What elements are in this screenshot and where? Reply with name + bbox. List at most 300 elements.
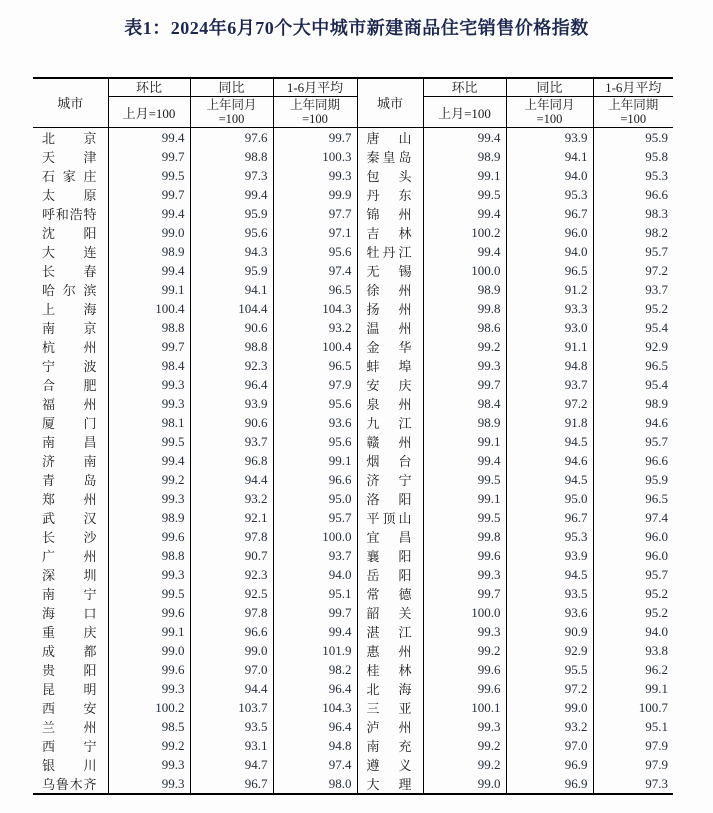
mom-value-cell: 99.6: [423, 679, 506, 698]
yoy-value-cell: 95.9: [190, 261, 273, 280]
mom-value-cell: 100.0: [423, 603, 506, 622]
city-name-cell: [357, 584, 423, 603]
mom-value-cell: 99.0: [108, 641, 190, 660]
city-name: 宜 昌: [366, 530, 412, 545]
yoy-value-cell: 94.5: [506, 565, 593, 584]
city-name-cell: [357, 527, 423, 546]
city-name-cell: [33, 603, 108, 622]
city-name-cell: [357, 261, 423, 280]
city-name-cell: [357, 698, 423, 717]
mom-value-cell: 99.2: [423, 755, 506, 774]
city-name: 南 充: [366, 739, 412, 754]
table-row: [33, 261, 673, 280]
mom-value-cell: 100.2: [108, 698, 190, 717]
table-row: [33, 166, 673, 185]
yoy-value-cell: 97.3: [190, 166, 273, 185]
yoy-value-cell: 93.7: [190, 432, 273, 451]
city-name-cell: [357, 394, 423, 413]
avg-value-cell: 99.7: [273, 128, 357, 148]
city-name: 岳 阳: [366, 568, 412, 583]
avg-value-cell: 93.2: [273, 318, 357, 337]
city-name: 烟 台: [366, 454, 412, 469]
table-body: [33, 128, 673, 795]
avg-value-cell: 96.6: [593, 451, 673, 470]
yoy-value-cell: 96.7: [190, 774, 273, 794]
city-name-cell: [33, 698, 108, 717]
table-row: [33, 755, 673, 774]
mom-value-cell: 99.2: [423, 337, 506, 356]
yoy-value-cell: 92.9: [506, 641, 593, 660]
city-name: 牡 丹 江: [366, 245, 412, 260]
yoy-value-cell: 93.0: [506, 318, 593, 337]
city-name-cell: [357, 508, 423, 527]
yoy-value-cell: 93.2: [506, 717, 593, 736]
mom-value-cell: 99.3: [108, 375, 190, 394]
city-name: 锦 州: [366, 207, 412, 222]
yoy-value-cell: 93.1: [190, 736, 273, 755]
city-name: 惠 州: [366, 644, 412, 659]
header-yoy-base-right: [506, 97, 593, 128]
header-city-right: 城市: [357, 78, 423, 128]
table-row: [33, 185, 673, 204]
avg-value-cell: 96.4: [273, 679, 357, 698]
yoy-value-cell: 95.3: [506, 185, 593, 204]
table-row: [33, 375, 673, 394]
yoy-value-cell: 93.9: [190, 394, 273, 413]
mom-value-cell: 98.4: [423, 394, 506, 413]
avg-value-cell: 98.9: [593, 394, 673, 413]
avg-value-cell: 98.0: [273, 774, 357, 794]
avg-value-cell: 93.7: [593, 280, 673, 299]
mom-value-cell: 99.5: [108, 584, 190, 603]
avg-value-cell: 99.4: [273, 622, 357, 641]
mom-value-cell: 99.3: [108, 755, 190, 774]
mom-value-cell: 98.9: [423, 147, 506, 166]
table-row: [33, 223, 673, 242]
page-title: 表1：2024年6月70个大中城市新建商品住宅销售价格指数: [124, 18, 589, 38]
yoy-value-cell: 90.9: [506, 622, 593, 641]
city-name-cell: [357, 451, 423, 470]
mom-value-cell: 99.5: [423, 508, 506, 527]
header-avg-base-line1: 上年同期: [289, 98, 340, 112]
avg-value-cell: 95.4: [593, 375, 673, 394]
city-name-cell: [33, 337, 108, 356]
mom-value-cell: 98.6: [423, 318, 506, 337]
yoy-value-cell: 90.7: [190, 546, 273, 565]
city-name: 九 江: [366, 416, 412, 431]
city-name-cell: [33, 432, 108, 451]
yoy-value-cell: 98.8: [190, 147, 273, 166]
yoy-value-cell: 95.9: [190, 204, 273, 223]
city-name-cell: [33, 489, 108, 508]
avg-value-cell: 94.8: [273, 736, 357, 755]
yoy-value-cell: 96.9: [506, 774, 593, 794]
avg-value-cell: 99.1: [273, 451, 357, 470]
table-header: [33, 78, 673, 128]
city-name: 杭 州: [42, 340, 97, 355]
city-name: 南 宁: [42, 587, 97, 602]
city-name-cell: [357, 413, 423, 432]
yoy-value-cell: 94.6: [506, 451, 593, 470]
mom-value-cell: 99.4: [423, 242, 506, 261]
table-row: [33, 565, 673, 584]
avg-value-cell: 99.3: [273, 166, 357, 185]
avg-value-cell: 95.0: [273, 489, 357, 508]
mom-value-cell: 98.5: [108, 717, 190, 736]
mom-value-cell: 99.1: [108, 280, 190, 299]
city-name-cell: [33, 546, 108, 565]
city-name-cell: [33, 413, 108, 432]
mom-value-cell: 99.6: [108, 660, 190, 679]
header-yoy-base-line1: 上年同月: [524, 98, 575, 112]
city-name-cell: [33, 375, 108, 394]
city-name: 乌 鲁 木 齐: [42, 777, 97, 792]
header-avg-left: 1-6月平均: [273, 78, 357, 97]
mom-value-cell: 99.8: [423, 299, 506, 318]
avg-value-cell: 104.3: [273, 698, 357, 717]
city-name-cell: [33, 185, 108, 204]
city-name: 徐 州: [366, 283, 412, 298]
avg-value-cell: 95.3: [593, 166, 673, 185]
mom-value-cell: 99.0: [108, 223, 190, 242]
city-name-cell: [33, 166, 108, 185]
city-name-cell: [33, 717, 108, 736]
city-name-cell: [33, 356, 108, 375]
mom-value-cell: 99.3: [423, 717, 506, 736]
city-name-cell: [33, 508, 108, 527]
city-name-cell: [357, 660, 423, 679]
header-yoy-base-line1: 上年同月: [206, 98, 257, 112]
city-name: 北 京: [42, 131, 97, 146]
table-row: [33, 280, 673, 299]
avg-value-cell: 95.2: [593, 299, 673, 318]
yoy-value-cell: 92.5: [190, 584, 273, 603]
mom-value-cell: 99.8: [423, 527, 506, 546]
city-name-cell: [357, 489, 423, 508]
city-name: 洛 阳: [366, 492, 412, 507]
avg-value-cell: 94.6: [593, 413, 673, 432]
city-name: 西 宁: [42, 739, 97, 754]
table-row: [33, 774, 673, 794]
yoy-value-cell: 95.0: [506, 489, 593, 508]
mom-value-cell: 99.3: [423, 356, 506, 375]
yoy-value-cell: 93.7: [506, 375, 593, 394]
mom-value-cell: 99.3: [423, 565, 506, 584]
city-name: 郑 州: [42, 492, 97, 507]
mom-value-cell: 99.7: [423, 584, 506, 603]
city-name-cell: [33, 470, 108, 489]
avg-value-cell: 100.3: [273, 147, 357, 166]
city-name: 三 亚: [366, 701, 412, 716]
table-row: [33, 413, 673, 432]
yoy-value-cell: 94.0: [506, 166, 593, 185]
yoy-value-cell: 95.3: [506, 527, 593, 546]
yoy-value-cell: 95.5: [506, 660, 593, 679]
avg-value-cell: 99.1: [593, 679, 673, 698]
header-yoy-base-line2: =100: [536, 112, 563, 126]
yoy-value-cell: 94.8: [506, 356, 593, 375]
city-name: 深 圳: [42, 568, 97, 583]
avg-value-cell: 95.9: [593, 128, 673, 148]
city-name-cell: [357, 204, 423, 223]
city-name-cell: [33, 204, 108, 223]
avg-value-cell: 95.8: [593, 147, 673, 166]
yoy-value-cell: 96.5: [506, 261, 593, 280]
yoy-value-cell: 94.5: [506, 470, 593, 489]
city-name: 大 理: [366, 777, 412, 792]
table-row: [33, 546, 673, 565]
avg-value-cell: 97.9: [593, 755, 673, 774]
table-row: [33, 584, 673, 603]
city-name-cell: [357, 603, 423, 622]
avg-value-cell: 97.4: [273, 755, 357, 774]
city-name: 石 家 庄: [42, 169, 97, 184]
table-row: [33, 603, 673, 622]
avg-value-cell: 97.9: [593, 736, 673, 755]
city-name-cell: [357, 280, 423, 299]
mom-value-cell: 100.0: [423, 261, 506, 280]
yoy-value-cell: 99.4: [190, 185, 273, 204]
mom-value-cell: 99.4: [108, 128, 190, 148]
city-name-cell: [33, 242, 108, 261]
table-row: [33, 337, 673, 356]
city-name: 常 德: [366, 587, 412, 602]
mom-value-cell: 99.4: [108, 261, 190, 280]
city-name: 湛 江: [366, 625, 412, 640]
city-name: 南 京: [42, 321, 97, 336]
avg-value-cell: 96.6: [593, 185, 673, 204]
mom-value-cell: 99.4: [423, 204, 506, 223]
city-name-cell: [33, 261, 108, 280]
mom-value-cell: 99.7: [108, 337, 190, 356]
mom-value-cell: 98.9: [108, 242, 190, 261]
yoy-value-cell: 96.8: [190, 451, 273, 470]
avg-value-cell: 97.4: [273, 261, 357, 280]
avg-value-cell: 95.7: [593, 565, 673, 584]
city-name: 厦 门: [42, 416, 97, 431]
yoy-value-cell: 96.4: [190, 375, 273, 394]
mom-value-cell: 98.9: [423, 413, 506, 432]
avg-value-cell: 93.8: [593, 641, 673, 660]
mom-value-cell: 99.6: [423, 660, 506, 679]
yoy-value-cell: 97.8: [190, 603, 273, 622]
city-name: 无 锡: [366, 264, 412, 279]
avg-value-cell: 97.4: [593, 508, 673, 527]
avg-value-cell: 94.0: [593, 622, 673, 641]
table-row: [33, 641, 673, 660]
city-name: 福 州: [42, 397, 97, 412]
yoy-value-cell: 92.3: [190, 356, 273, 375]
mom-value-cell: 99.2: [108, 470, 190, 489]
header-yoy-right: 同比: [506, 78, 593, 97]
avg-value-cell: 99.7: [273, 603, 357, 622]
city-name-cell: [33, 527, 108, 546]
table-row: [33, 147, 673, 166]
city-name: 成 都: [42, 644, 97, 659]
city-name: 天 津: [42, 150, 97, 165]
city-name: 上 海: [42, 302, 97, 317]
yoy-value-cell: 98.8: [190, 337, 273, 356]
mom-value-cell: 99.1: [423, 432, 506, 451]
yoy-value-cell: 96.0: [506, 223, 593, 242]
city-name-cell: [33, 565, 108, 584]
city-name: 包 头: [366, 169, 412, 184]
city-name: 桂 林: [366, 663, 412, 678]
avg-value-cell: 95.7: [273, 508, 357, 527]
mom-value-cell: 99.3: [108, 565, 190, 584]
city-name-cell: [357, 128, 423, 148]
city-name-cell: [357, 375, 423, 394]
city-name-cell: [357, 185, 423, 204]
yoy-value-cell: 93.9: [506, 546, 593, 565]
table-row: [33, 394, 673, 413]
city-name: 扬 州: [366, 302, 412, 317]
city-name: 蚌 埠: [366, 359, 412, 374]
mom-value-cell: 100.4: [108, 299, 190, 318]
header-avg-base-line2: =100: [302, 112, 328, 126]
mom-value-cell: 99.5: [108, 432, 190, 451]
city-name: 呼 和 浩 特: [42, 207, 97, 222]
avg-value-cell: 96.5: [593, 489, 673, 508]
city-name: 丹 东: [366, 188, 412, 203]
header-avg-base-line2: =100: [620, 112, 647, 126]
city-name: 唐 山: [366, 131, 412, 146]
yoy-value-cell: 95.6: [190, 223, 273, 242]
city-name: 哈 尔 滨: [42, 283, 97, 298]
yoy-value-cell: 93.5: [506, 584, 593, 603]
yoy-value-cell: 94.1: [190, 280, 273, 299]
city-name-cell: [357, 242, 423, 261]
mom-value-cell: 100.1: [423, 698, 506, 717]
city-name-cell: [357, 774, 423, 794]
price-index-table: [33, 77, 673, 795]
yoy-value-cell: 96.9: [506, 755, 593, 774]
avg-value-cell: 93.6: [273, 413, 357, 432]
city-name: 金 华: [366, 340, 412, 355]
avg-value-cell: 95.4: [593, 318, 673, 337]
mom-value-cell: 100.2: [423, 223, 506, 242]
city-name-cell: [357, 717, 423, 736]
yoy-value-cell: 97.0: [190, 660, 273, 679]
avg-value-cell: 96.5: [273, 356, 357, 375]
avg-value-cell: 95.6: [273, 432, 357, 451]
avg-value-cell: 100.0: [273, 527, 357, 546]
city-name-cell: [33, 128, 108, 148]
avg-value-cell: 92.9: [593, 337, 673, 356]
table-row: [33, 660, 673, 679]
header-avg-right: 1-6月平均: [593, 78, 673, 97]
yoy-value-cell: 96.7: [506, 204, 593, 223]
table-row: [33, 318, 673, 337]
yoy-value-cell: 93.3: [506, 299, 593, 318]
city-name: 韶 关: [366, 606, 412, 621]
city-name: 秦 皇 岛: [366, 150, 412, 165]
city-name-cell: [357, 736, 423, 755]
city-name-cell: [357, 546, 423, 565]
header-mom-right: 环比: [423, 78, 506, 97]
city-name: 襄 阳: [366, 549, 412, 564]
city-name: 宁 波: [42, 359, 97, 374]
header-city-left: 城市: [33, 78, 108, 128]
mom-value-cell: 98.8: [108, 546, 190, 565]
city-name-cell: [33, 147, 108, 166]
avg-value-cell: 98.2: [273, 660, 357, 679]
table-row: [33, 204, 673, 223]
table-row: [33, 622, 673, 641]
city-name-cell: [357, 470, 423, 489]
avg-value-cell: 98.3: [593, 204, 673, 223]
mom-value-cell: 99.7: [423, 375, 506, 394]
yoy-value-cell: 92.3: [190, 565, 273, 584]
yoy-value-cell: 97.0: [506, 736, 593, 755]
city-name: 平 顶 山: [366, 511, 412, 526]
table-row: [33, 432, 673, 451]
mom-value-cell: 98.9: [423, 280, 506, 299]
avg-value-cell: 97.1: [273, 223, 357, 242]
yoy-value-cell: 97.6: [190, 128, 273, 148]
yoy-value-cell: 94.4: [190, 679, 273, 698]
city-name-cell: [33, 584, 108, 603]
city-name-cell: [33, 318, 108, 337]
avg-value-cell: 97.7: [273, 204, 357, 223]
avg-value-cell: 97.3: [593, 774, 673, 794]
header-avg-base-left: [273, 97, 357, 128]
mom-value-cell: 99.2: [423, 736, 506, 755]
city-name-cell: [33, 774, 108, 794]
mom-value-cell: 99.1: [423, 166, 506, 185]
avg-value-cell: 96.5: [593, 356, 673, 375]
city-name-cell: [357, 337, 423, 356]
avg-value-cell: 104.3: [273, 299, 357, 318]
city-name: 泸 州: [366, 720, 412, 735]
city-name-cell: [357, 318, 423, 337]
city-name: 长 春: [42, 264, 97, 279]
yoy-value-cell: 91.8: [506, 413, 593, 432]
avg-value-cell: 95.7: [593, 242, 673, 261]
avg-value-cell: 95.2: [593, 603, 673, 622]
city-name: 青 岛: [42, 473, 97, 488]
avg-value-cell: 98.2: [593, 223, 673, 242]
yoy-value-cell: 94.7: [190, 755, 273, 774]
city-name: 兰 州: [42, 720, 97, 735]
avg-value-cell: 96.0: [593, 527, 673, 546]
mom-value-cell: 99.1: [423, 489, 506, 508]
yoy-value-cell: 90.6: [190, 318, 273, 337]
yoy-value-cell: 99.0: [506, 698, 593, 717]
table-row: [33, 356, 673, 375]
city-name: 银 川: [42, 758, 97, 773]
yoy-value-cell: 94.4: [190, 470, 273, 489]
header-yoy-base-left: [190, 97, 273, 128]
mom-value-cell: 99.5: [423, 470, 506, 489]
city-name: 安 庆: [366, 378, 412, 393]
avg-value-cell: 95.1: [273, 584, 357, 603]
header-mom-base-left: 上月=100: [108, 97, 190, 128]
header-yoy-left: 同比: [190, 78, 273, 97]
city-name-cell: [357, 356, 423, 375]
mom-value-cell: 98.4: [108, 356, 190, 375]
yoy-value-cell: 93.5: [190, 717, 273, 736]
yoy-value-cell: 104.4: [190, 299, 273, 318]
yoy-value-cell: 90.6: [190, 413, 273, 432]
mom-value-cell: 99.5: [108, 166, 190, 185]
yoy-value-cell: 92.1: [190, 508, 273, 527]
mom-value-cell: 99.6: [108, 527, 190, 546]
city-name: 大 连: [42, 245, 97, 260]
avg-value-cell: 96.6: [273, 470, 357, 489]
yoy-value-cell: 93.2: [190, 489, 273, 508]
mom-value-cell: 98.9: [108, 508, 190, 527]
